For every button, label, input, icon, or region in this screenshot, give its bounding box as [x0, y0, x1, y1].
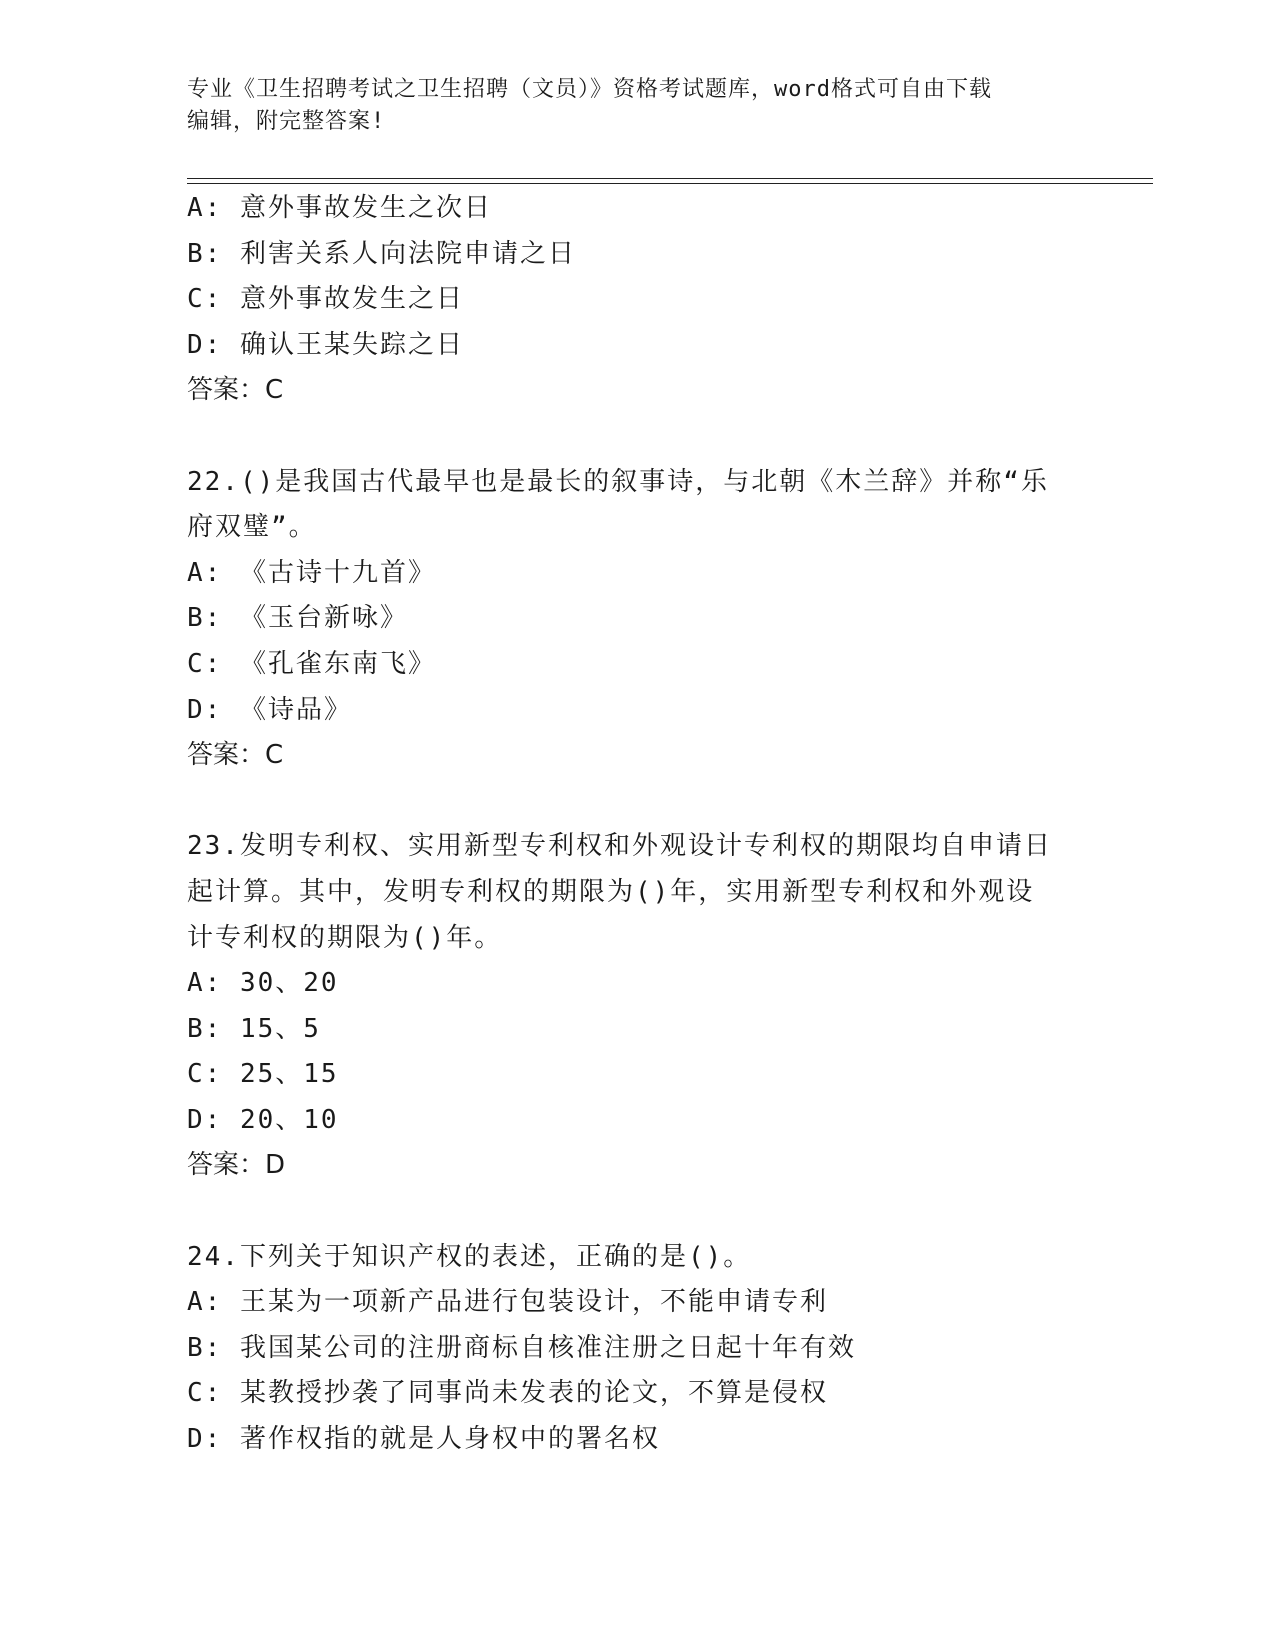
- option-c: C: 《孔雀东南飞》: [187, 648, 436, 679]
- question-23: [187, 824, 1087, 1189]
- answer-line: 答案：C: [187, 375, 284, 406]
- question-content: [187, 186, 1087, 1463]
- option-b: B: 15、5: [187, 1013, 321, 1044]
- question-21: [187, 186, 1087, 414]
- spacer: [187, 779, 1087, 825]
- spacer: [187, 1189, 1087, 1235]
- option-a: A: 意外事故发生之次日: [187, 193, 492, 223]
- question-24: [187, 1235, 1087, 1463]
- option-d: D: 20、10: [187, 1104, 339, 1135]
- option-d: D: 著作权指的就是人身权中的署名权: [187, 1424, 660, 1455]
- answer-line: 答案：C: [187, 740, 284, 771]
- spacer: [187, 414, 1087, 460]
- document-header: [187, 74, 1087, 138]
- option-b: B: 我国某公司的注册商标自核准注册之日起十年有效: [187, 1332, 856, 1363]
- option-c: C: 意外事故发生之日: [187, 284, 464, 315]
- header-line-2: 编辑，附完整答案!: [187, 109, 386, 134]
- option-d: D: 确认王某失踪之日: [187, 329, 464, 360]
- question-22: [187, 460, 1087, 779]
- question-stem-line: 起计算。其中，发明专利权的期限为()年，实用新型专利权和外观设: [187, 876, 1035, 907]
- header-rule-top: [187, 178, 1153, 179]
- header-line-1: 专业《卫生招聘考试之卫生招聘（文员）》资格考试题库，word格式可自由下载: [187, 77, 992, 102]
- option-a: A: 30、20: [187, 968, 339, 999]
- option-d: D: 《诗品》: [187, 694, 352, 725]
- answer-line: 答案：D: [187, 1150, 286, 1181]
- question-stem-line: 24.下列关于知识产权的表述，正确的是()。: [187, 1241, 752, 1272]
- option-c: C: 25、15: [187, 1059, 339, 1090]
- question-stem-line: 23.发明专利权、实用新型专利权和外观设计专利权的期限均自申请日: [187, 831, 1052, 862]
- option-a: A: 王某为一项新产品进行包装设计，不能申请专利: [187, 1287, 828, 1318]
- question-stem-line: 计专利权的期限为()年。: [187, 922, 503, 953]
- option-b: B: 《玉台新咏》: [187, 603, 408, 634]
- header-rule-bottom: [187, 183, 1153, 184]
- option-c: C: 某教授抄袭了同事尚未发表的论文，不算是侵权: [187, 1378, 828, 1409]
- question-stem-line: 22.()是我国古代最早也是最长的叙事诗，与北朝《木兰辞》并称“乐: [187, 466, 1049, 497]
- option-a: A: 《古诗十九首》: [187, 557, 436, 588]
- option-b: B: 利害关系人向法院申请之日: [187, 238, 576, 269]
- question-stem-line: 府双璧”。: [187, 512, 317, 543]
